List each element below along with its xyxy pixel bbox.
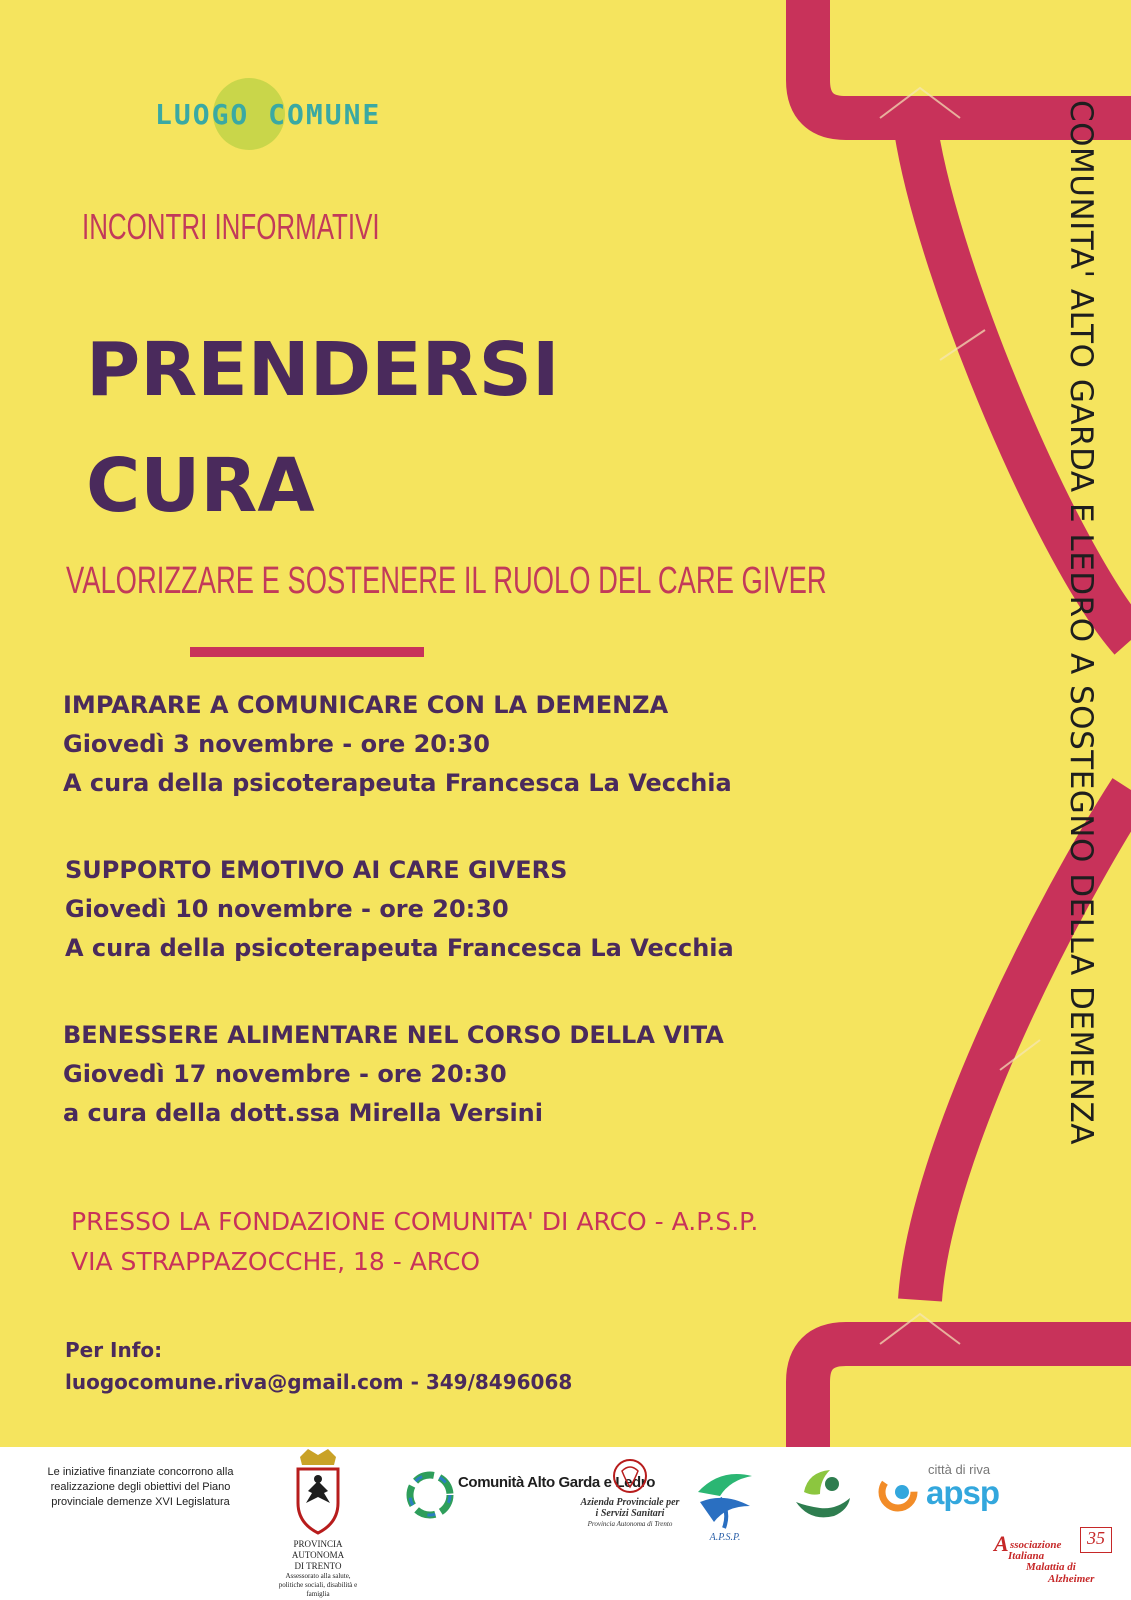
aima-line-3: Malattia di: [1026, 1561, 1076, 1573]
aima-line-1: ssociazione: [1010, 1539, 1062, 1551]
event-date: Giovedì 17 novembre - ore 20:30: [63, 1060, 507, 1088]
vertical-banner-text: COMUNITA' ALTO GARDA E LEDRO A SOSTEGNO DELLA DEMENZA: [1063, 100, 1099, 1145]
provincia-caption: [272, 1539, 364, 1599]
contact-info: [65, 1334, 572, 1398]
event-title: SUPPORTO EMOTIVO AI CARE GIVERS: [65, 856, 568, 884]
comunita-name: Comunità Alto Garda e Ledro: [458, 1474, 655, 1491]
apss-logo: [580, 1457, 680, 1547]
info-contact[interactable]: luogocomune.riva@gmail.com - 349/8496068: [65, 1370, 573, 1394]
sponsor-footer: [0, 1447, 1131, 1600]
luogo-comune-logo: [155, 78, 382, 150]
venue-line-2: VIA STRAPPAZOCCHE, 18 - ARCO: [71, 1247, 481, 1276]
apsp-caption: A.P.S.P.: [709, 1532, 741, 1543]
apsp-riva-logo: [868, 1462, 1018, 1522]
riva-mark-icon: [868, 1462, 924, 1518]
funding-note: Le iniziative finanziate concorrono alla realizzazione degli obiettivi del Piano provinciale demenze XVI Legislatura: [47, 1466, 234, 1508]
aima-logo: [996, 1527, 1122, 1597]
provincia-line-4: politiche sociali, disabilità e famiglia: [278, 1581, 358, 1598]
apss-emblem-icon: [580, 1457, 680, 1497]
kicker: INCONTRI INFORMATIVI: [82, 206, 380, 247]
provincia-line-2: DI TRENTO: [294, 1561, 342, 1571]
aima-initial: A: [994, 1531, 1009, 1556]
apsp-bird-logo: [690, 1462, 760, 1547]
riva-small-text: città di riva: [928, 1462, 991, 1477]
vertical-banner: [1055, 100, 1099, 1285]
divider: [190, 647, 424, 657]
aima-line-4: Alzheimer: [1048, 1573, 1095, 1585]
apss-sub: Provincia Autonoma di Trento: [587, 1520, 673, 1528]
hands-logo: [790, 1462, 854, 1526]
provincia-line-3: Assessorato alla salute,: [285, 1572, 351, 1580]
title-line-1: PRENDERSI: [86, 327, 560, 413]
bird-icon: [690, 1462, 760, 1532]
trento-crest-icon: [272, 1447, 364, 1539]
event-date: Giovedì 3 novembre - ore 20:30: [63, 730, 490, 758]
riva-big-text: apsp: [926, 1474, 1000, 1511]
logo-text: LUOGO COMUNE: [155, 98, 382, 131]
comunita-wreath-icon: [402, 1467, 458, 1523]
event-title: IMPARARE A COMUNICARE CON LA DEMENZA: [63, 691, 669, 719]
apss-name: Azienda Provinciale per i Servizi Sanitari: [580, 1497, 680, 1519]
info-label: Per Info:: [65, 1338, 163, 1362]
event-speaker: a cura della dott.ssa Mirella Versini: [63, 1099, 543, 1127]
aima-badge: 35: [1080, 1527, 1112, 1553]
hands-icon: [790, 1462, 854, 1526]
provincia-line-1: PROVINCIA AUTONOMA: [291, 1539, 345, 1560]
venue-line-1: PRESSO LA FONDAZIONE COMUNITA' DI ARCO - A.P.S.P.: [71, 1207, 759, 1236]
venue: [71, 1202, 758, 1282]
event-item: [65, 851, 734, 968]
event-speaker: A cura della psicoterapeuta Francesca La Vecchia: [65, 934, 734, 962]
title-line-2: CURA: [86, 443, 315, 529]
event-item: [63, 686, 732, 803]
subtitle: VALORIZZARE E SOSTENERE IL RUOLO DEL CARE GIVER: [66, 560, 827, 602]
event-item: [63, 1016, 724, 1133]
event-date: Giovedì 10 novembre - ore 20:30: [65, 895, 509, 923]
event-title: BENESSERE ALIMENTARE NEL CORSO DELLA VITA: [63, 1021, 724, 1049]
aima-line-2: Italiana: [1008, 1550, 1045, 1562]
event-speaker: A cura della psicoterapeuta Francesca La Vecchia: [63, 769, 732, 797]
provincia-trento-logo: [272, 1447, 364, 1600]
page-title: [86, 312, 559, 544]
